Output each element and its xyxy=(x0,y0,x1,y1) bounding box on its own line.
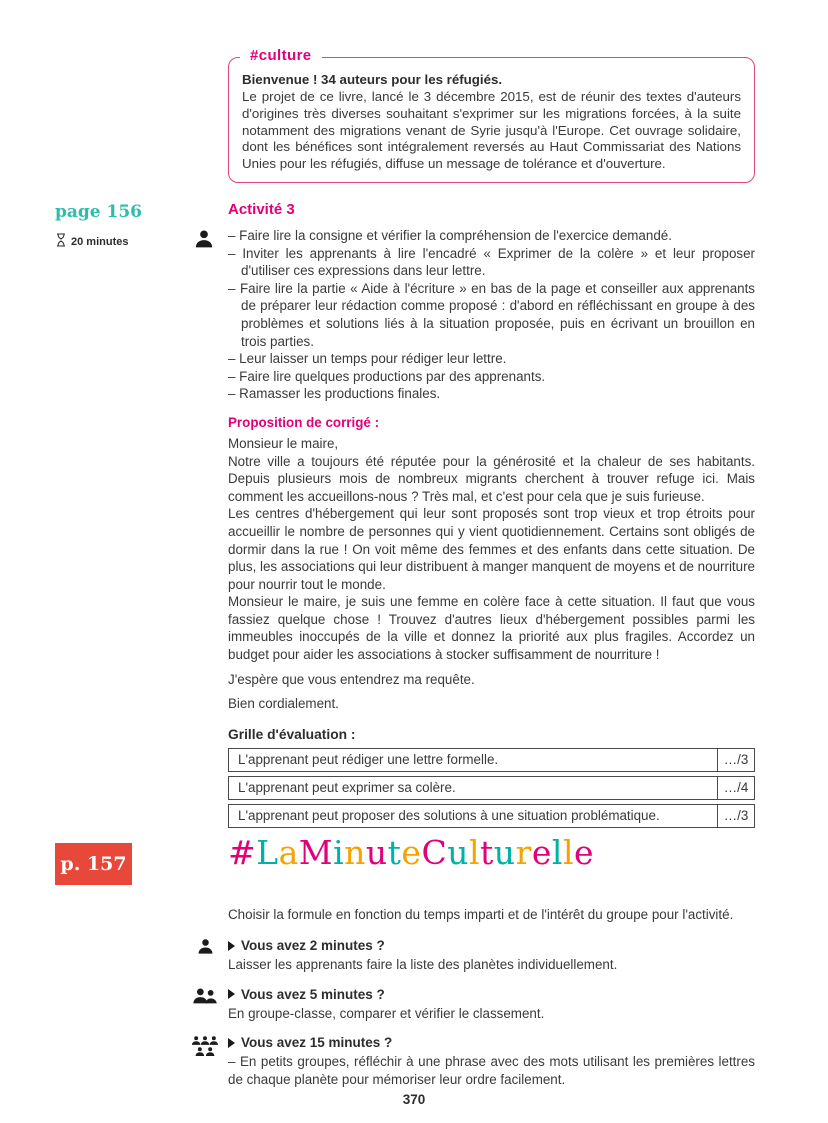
page-number: 370 xyxy=(402,1092,426,1107)
evaluation-table xyxy=(228,748,755,828)
culture-box-title: Bienvenue ! 34 auteurs pour les réfugiés. xyxy=(242,72,503,87)
evaluation-row xyxy=(228,804,755,828)
evaluation-heading: Grille d'évaluation : xyxy=(228,726,356,742)
duration-label: 20 minutes xyxy=(71,235,129,248)
correction-heading: Proposition de corrigé : xyxy=(228,414,380,430)
minute-option xyxy=(228,1035,755,1088)
activity-step: – Ramasser les productions finales. xyxy=(228,385,755,403)
evaluation-criterion: L'apprenant peut exprimer sa colère. xyxy=(238,780,456,796)
two-people-icon xyxy=(188,987,222,1005)
page-ref-box xyxy=(55,843,132,885)
triangle-bullet-icon xyxy=(228,941,235,951)
margin-duration xyxy=(56,233,128,250)
activity-title: Activité 3 xyxy=(228,201,295,218)
activity-step: – Faire lire la partie « Aide à l'écriture » en bas de la page et conseiller aux apprenants de préparer leur rédaction comme proposé : d'abord en réfléchissant en groupe à des problèmes et solutions liés à la situation proposée, puis en écrivant un brouillon en trois parties. xyxy=(228,280,755,350)
minute-option xyxy=(228,987,755,1023)
minute-option-text: – En petits groupes, réfléchir à une phrase avec des mots utilisant les premières lettres de chaque planète pour mémoriser leur ordre facilement. xyxy=(228,1054,755,1087)
minute-option-heading xyxy=(228,1035,755,1050)
evaluation-criterion: L'apprenant peut proposer des solutions à une situation problématique. xyxy=(238,808,660,824)
group-icon xyxy=(188,1035,222,1058)
activity-step: – Inviter les apprenants à lire l'encadré « Exprimer de la colère » et leur proposer d'utiliser ces expressions dans leur lettre. xyxy=(228,245,755,280)
correction-paragraph: Monsieur le maire, je suis une femme en colère face à cette situation. Il faut que vous fassiez quelque chose ! Trouvez d'autres lieux d'hébergement possibles parmi les immeubles inoccupés de la ville et donnez la priorité aux plus fragiles. Accordez un budget pour aider les associations à stocker suffisamment de nourriture ! xyxy=(228,594,755,663)
activity-steps-list xyxy=(228,227,755,403)
minute-option-heading-label: Vous avez 15 minutes ? xyxy=(241,1035,393,1051)
correction-paragraph: Les centres d'hébergement qui leur sont proposés sont trop vieux et trop étroits pour accueillir le nombre de personnes qui y vient quotidiennement. Certains sont obligés de dormir dans la rue ! On voit même des femmes et des enfants dans cette situation. De plus, les associations qui leur distribuent à manger manquent de moyens et de nourriture pour nourrir tout le monde. xyxy=(228,506,755,592)
evaluation-row xyxy=(228,748,755,772)
minute-option-heading xyxy=(228,938,755,953)
minute-option-text: En groupe-classe, comparer et vérifier le classement. xyxy=(228,1005,545,1021)
culture-box xyxy=(228,47,755,183)
person-icon xyxy=(194,229,214,254)
minute-culturelle-section xyxy=(228,833,755,1088)
activity-step: – Faire lire la consigne et vérifier la compréhension de l'exercice demandé. xyxy=(228,227,755,245)
evaluation-score: …/3 xyxy=(717,749,754,771)
minute-culturelle-intro: Choisir la formule en fonction du temps imparti et de l'intérêt du groupe pour l'activité. xyxy=(228,907,734,922)
triangle-bullet-icon xyxy=(228,1038,235,1048)
triangle-bullet-icon xyxy=(228,989,235,999)
minute-culturelle-title: #LaMinuteCulturelle xyxy=(228,833,595,872)
activity-step: – Leur laisser un temps pour rédiger leur lettre. xyxy=(228,350,755,368)
minute-option-heading xyxy=(228,987,755,1002)
correction-paragraph: Bien cordialement. xyxy=(228,696,339,712)
main-column xyxy=(228,201,755,828)
page-ref-label: p. 157 xyxy=(60,853,127,875)
minute-option-heading-label: Vous avez 2 minutes ? xyxy=(241,938,385,953)
hourglass-icon xyxy=(56,233,66,250)
correction-paragraph: Notre ville a toujours été réputée pour la générosité et la chaleur de ses habitants. Depuis plusieurs mois de nombreux migrants cherchent à trouver refuge ici. Mais comment les accueillons-nous ? Très mal, et c'est pour cela que je suis furieuse. xyxy=(228,453,755,504)
correction-paragraph: J'espère que vous entendrez ma requête. xyxy=(228,671,475,687)
minute-option xyxy=(228,938,755,974)
correction-paragraph: Monsieur le maire, xyxy=(228,435,339,451)
person-icon xyxy=(188,938,222,955)
evaluation-score: …/3 xyxy=(717,805,754,827)
activity-steps-block xyxy=(228,227,755,403)
culture-box-body: Le projet de ce livre, lancé le 3 décembre 2015, est de réunir des textes d'auteurs d'origines très diverses souhaitant s'exprimer sur les migrations forcées, à la suite notamment des migrations venant de Syrie jusqu'à l'Europe. Cet ouvrage solidaire, dont les bénéfices sont intégralement reversés au Haut Commissariat des Nations Unies pour les réfugiés, diffuse un message de tolérance et d'ouverture. xyxy=(242,89,741,172)
culture-tag: #culture xyxy=(240,47,322,64)
minute-option-text: Laisser les apprenants faire la liste des planètes individuellement. xyxy=(228,957,618,972)
evaluation-criterion: L'apprenant peut rédiger une lettre formelle. xyxy=(238,752,499,768)
evaluation-score: …/4 xyxy=(717,777,754,799)
evaluation-row xyxy=(228,776,755,800)
minute-option-heading-label: Vous avez 5 minutes ? xyxy=(241,986,385,1002)
activity-step: – Faire lire quelques productions par des apprenants. xyxy=(228,368,755,386)
margin-page-ref: page 156 xyxy=(55,202,143,222)
